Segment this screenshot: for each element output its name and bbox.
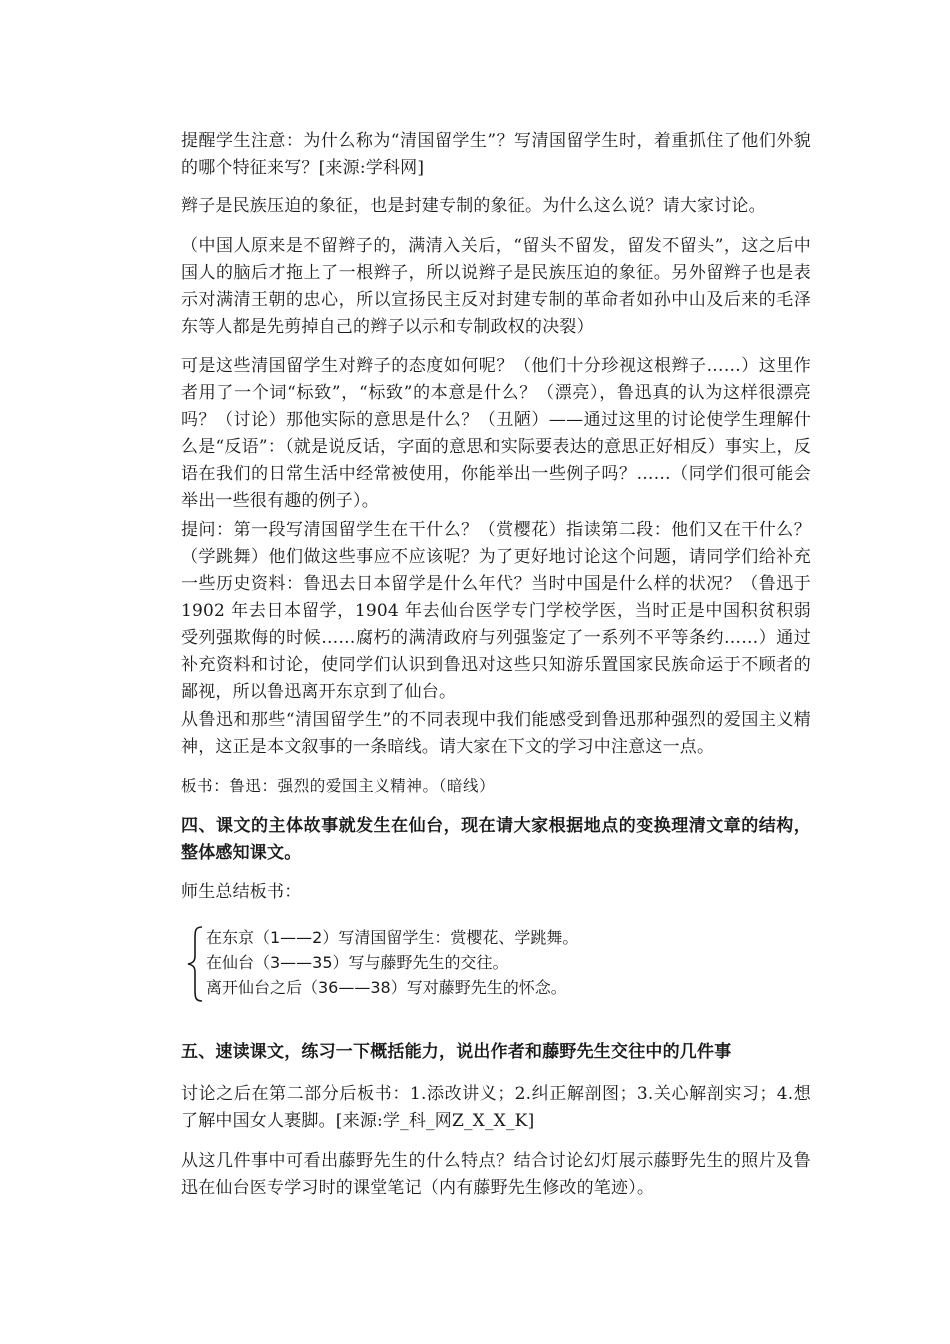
paragraph-fujino-traits: 从这几件事中可看出藤野先生的什么特点？结合讨论幻灯展示藤野先生的照片及鲁迅在仙台医专学习时的课堂笔记（内有藤野先生修改的笔迹）。 [181, 1151, 811, 1198]
paragraph-patriotism: 从鲁迅和那些“清国留学生”的不同表现中我们能感受到鲁迅那种强烈的爱国主义精神，这正是本文叙事的一条暗线。请大家在下文的学习中注意这一点。 [181, 710, 811, 757]
outline-item-sendai: 在仙台（3——35）写与藤野先生的交往。 [206, 953, 509, 972]
section-heading-five: 五、速读课文，练习一下概括能力，说出作者和藤野先生交往中的几件事 [181, 1042, 732, 1062]
paragraph-summary-label: 师生总结板书： [181, 882, 302, 902]
paragraph-board-note: 板书：鲁迅：强烈的爱国主义精神。（暗线） [181, 777, 496, 795]
section-heading-four: 四、课文的主体故事就发生在仙台，现在请大家根据地点的变换理清文章的结构，整体感知课文。 [181, 816, 811, 863]
board-outline [186, 925, 606, 1003]
left-brace-icon [186, 925, 206, 1003]
outline-item-after-sendai: 离开仙台之后（36——38）写对藤野先生的怀念。 [206, 978, 567, 997]
paragraph-queue-symbol: 辫子是民族压迫的象征，也是封建专制的象征。为什么这么说？请大家讨论。 [181, 196, 766, 216]
paragraph-question-students: 提醒学生注意：为什么称为“清国留学生”？写清国留学生时，着重抓住了他们外貌的哪个特征来写？[来源:学科网] [181, 131, 811, 178]
outline-item-tokyo: 在东京（1——2）写清国留学生：赏樱花、学跳舞。 [206, 928, 579, 947]
paragraph-board-events: 讨论之后在第二部分后板书：1.添改讲义；2.纠正解剖图；3.关心解剖实习；4.想了解中国女人裹脚。[来源:学_科_网Z_X_X_K] [181, 1084, 811, 1131]
paragraph-historical-context: 提问：第一段写清国留学生在干什么？（赏樱花）指读第二段：他们又在干什么？（学跳舞）他们做这些事应不应该呢？为了更好地讨论这个问题，请同学们给补充一些历史资料：鲁迅去日本留学是什么年代？当时中国是什么样的状况？（鲁迅于 1902 年去日本留学，1904 年去仙台医学专门学校学医，当时正是中国积贫积弱受列强欺侮的时候……腐朽的满清政府与列强鉴定了一系列不平等条约……）通过补充资料和讨论，使同学们认识到鲁迅对这些只知游乐置国家民族命运于不顾者的鄙视，所以鲁迅离开东京到了仙台。 [181, 520, 811, 702]
paragraph-queue-history: （中国人原来是不留辫子的，满清入关后，“留头不留发，留发不留头”，这之后中国人的脑后才拖上了一根辫子，所以说辫子是民族压迫的象征。另外留辫子也是表示对满清王朝的忠心，所以宣扬民主反对封建专制的革命者如孙中山及后来的毛泽东等人都是先剪掉自己的辫子以示和专制政权的决裂） [181, 236, 811, 337]
paragraph-irony: 可是这些清国留学生对辫子的态度如何呢？（他们十分珍视这根辫子……）这里作者用了一个词“标致”，“标致”的本意是什么？（漂亮），鲁迅真的认为这样很漂亮吗？（讨论）那他实际的意思是什么？（丑陋）——通过这里的讨论使学生理解什么是“反语”：（就是说反话，字面的意思和实际要表达的意思正好相反）事实上，反语在我们的日常生活中经常被使用，你能举出一些例子吗？……（同学们很可能会举出一些很有趣的例子）。 [181, 356, 811, 511]
